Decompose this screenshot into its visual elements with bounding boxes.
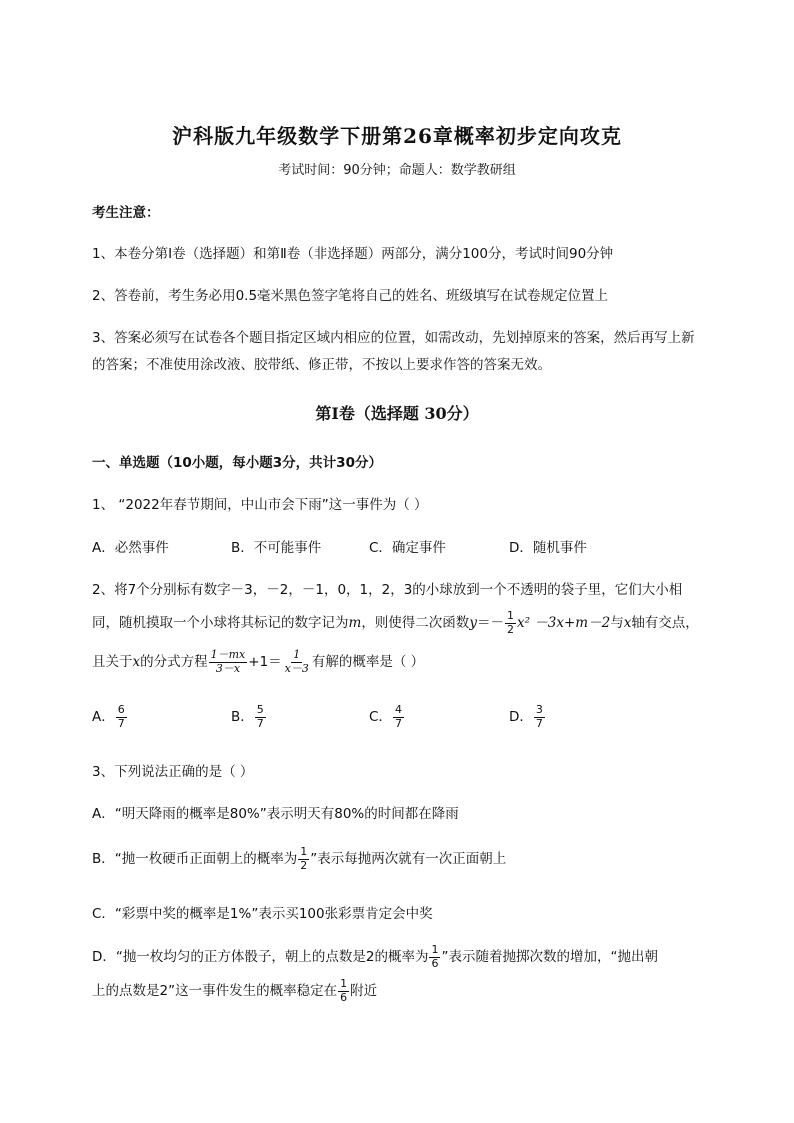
question-3-stem: 3、下列说法正确的是（ ） xyxy=(92,764,254,780)
q1-option-c[interactable]: C．确定事件 xyxy=(369,540,446,556)
fraction-numerator: 4 xyxy=(394,703,402,716)
option-label: B． xyxy=(231,709,254,726)
q3-option-b[interactable] xyxy=(92,845,506,873)
q3-text: 上的点数是2”这一事件发生的概率稳定在 xyxy=(92,983,338,999)
fraction-denominator: 7 xyxy=(256,716,264,730)
fraction-numerator: 1 xyxy=(340,976,348,990)
option-fraction xyxy=(393,704,404,730)
fraction-numerator: 1 xyxy=(293,647,301,661)
fraction-denominator: 6 xyxy=(431,956,439,970)
q2-text: 且关于 xyxy=(92,654,133,670)
q3-option-c[interactable]: C．“彩票中奖的概率是1%”表示买100张彩票肯定会中奖 xyxy=(92,906,433,922)
question-2-line: 2、将7个分别标有数字－3，－2，－1，0，1，2，3的小球放到一个不透明的袋子里，它们大小相 xyxy=(92,582,683,598)
fraction-denominator: x－3 xyxy=(284,661,309,675)
fraction-numerator: 1 xyxy=(506,609,514,622)
option-fraction xyxy=(116,704,127,730)
fraction-numerator: 6 xyxy=(117,703,125,716)
fraction-denominator: 2 xyxy=(506,622,514,636)
part-heading: 一、单选题（10小题，每小题3分，共计30分） xyxy=(92,455,382,471)
fraction-numerator: 1 xyxy=(300,844,308,858)
notice-heading: 考生注意： xyxy=(92,205,160,221)
q2-option-d[interactable] xyxy=(509,704,546,730)
page-title: 沪科版九年级数学下册第26章概率初步定向攻克 xyxy=(172,124,622,148)
fraction-numerator: 5 xyxy=(256,703,264,716)
eq-mid: +1＝ xyxy=(248,654,282,670)
q2-text: ，则使得二次函数 xyxy=(361,615,470,632)
q3-text: B．“抛一枚硬币正面朝上的概率为 xyxy=(92,851,298,867)
option-label: C． xyxy=(369,709,392,726)
var-y: y xyxy=(469,615,477,632)
fraction-half xyxy=(505,610,516,636)
q3-text: D．“抛一枚均匀的正方体骰子，朝上的点数是2的概率为 xyxy=(92,949,429,965)
notice-item: 3、答案必须写在试卷各个题目指定区域内相应的位置，如需改动，先划掉原来的答案，然后再写上新 xyxy=(92,330,695,346)
q2-text: 同，随机摸取一个小球将其标记的数字记为 xyxy=(92,615,349,632)
notice-item: 2、答卷前，考生务必用0.5毫米黑色签字笔将自己的姓名、班级填写在试卷规定位置上 xyxy=(92,288,609,304)
q1-option-d[interactable]: D．随机事件 xyxy=(509,540,587,556)
fraction-denominator: 7 xyxy=(394,716,402,730)
eq-sign: ＝－ xyxy=(476,615,504,632)
question-2-line xyxy=(92,610,699,636)
var-x: x xyxy=(132,654,141,670)
option-label: D． xyxy=(509,709,533,726)
q3-option-d[interactable] xyxy=(92,940,658,1008)
fraction-numerator: 1－mx xyxy=(210,647,246,661)
q3-option-a[interactable]: A．“明天降雨的概率是80%”表示明天有80%的时间都在降雨 xyxy=(92,806,459,822)
fraction-numerator: 1 xyxy=(431,942,439,956)
q1-option-b[interactable]: B．不可能事件 xyxy=(231,540,322,556)
fraction-numerator: 3 xyxy=(535,703,543,716)
q2-text: 轴有交点， xyxy=(631,615,699,632)
fraction-denominator: 6 xyxy=(340,990,348,1004)
fraction-denominator: 7 xyxy=(535,716,543,730)
option-fraction xyxy=(338,978,349,1004)
q3-option-d-line xyxy=(92,974,658,1008)
equation-fraction xyxy=(209,649,248,675)
option-label: A． xyxy=(92,709,115,726)
fraction-denominator: 3－x xyxy=(215,661,241,675)
q3-text: ”表示每抛两次就有一次正面朝上 xyxy=(310,851,507,867)
equation-fraction xyxy=(283,649,311,675)
question-2-line xyxy=(92,648,424,676)
exam-info: 考试时间：90分钟；命题人：数学教研组 xyxy=(278,163,516,178)
notice-item: 的答案；不准使用涂改液、胶带纸、修正带，不按以上要求作答的答案无效。 xyxy=(92,357,551,373)
function-expression: x² －3x+m－2 xyxy=(516,615,611,632)
q2-option-a[interactable] xyxy=(92,704,128,730)
q2-option-b[interactable] xyxy=(231,704,267,730)
q2-text: 有解的概率是（ ） xyxy=(311,654,425,670)
fraction-denominator: 2 xyxy=(300,858,308,872)
fraction-denominator: 7 xyxy=(117,716,125,730)
q1-option-a[interactable]: A．必然事件 xyxy=(92,540,169,556)
option-fraction xyxy=(534,704,545,730)
question-1-stem: 1、 “2022年春节期间，中山市会下雨”这一事件为（ ） xyxy=(92,497,428,513)
section-title: 第I卷（选择题 30分） xyxy=(315,404,479,423)
var-x: x xyxy=(623,615,632,632)
q2-text: 与 xyxy=(610,615,624,632)
notice-item: 1、本卷分第I卷（选择题）和第Ⅱ卷（非选择题）两部分，满分100分，考试时间90分钟 xyxy=(92,246,614,262)
q2-text: 的分式方程 xyxy=(140,654,208,670)
var-m: m xyxy=(348,615,362,632)
q2-option-c[interactable] xyxy=(369,704,405,730)
q3-text: 附近 xyxy=(350,983,378,999)
q3-option-d-line xyxy=(92,940,658,974)
q3-text: ”表示随着抛掷次数的增加，“抛出朝 xyxy=(441,949,658,965)
option-fraction xyxy=(255,704,266,730)
option-fraction xyxy=(298,846,309,872)
option-fraction xyxy=(429,944,440,970)
